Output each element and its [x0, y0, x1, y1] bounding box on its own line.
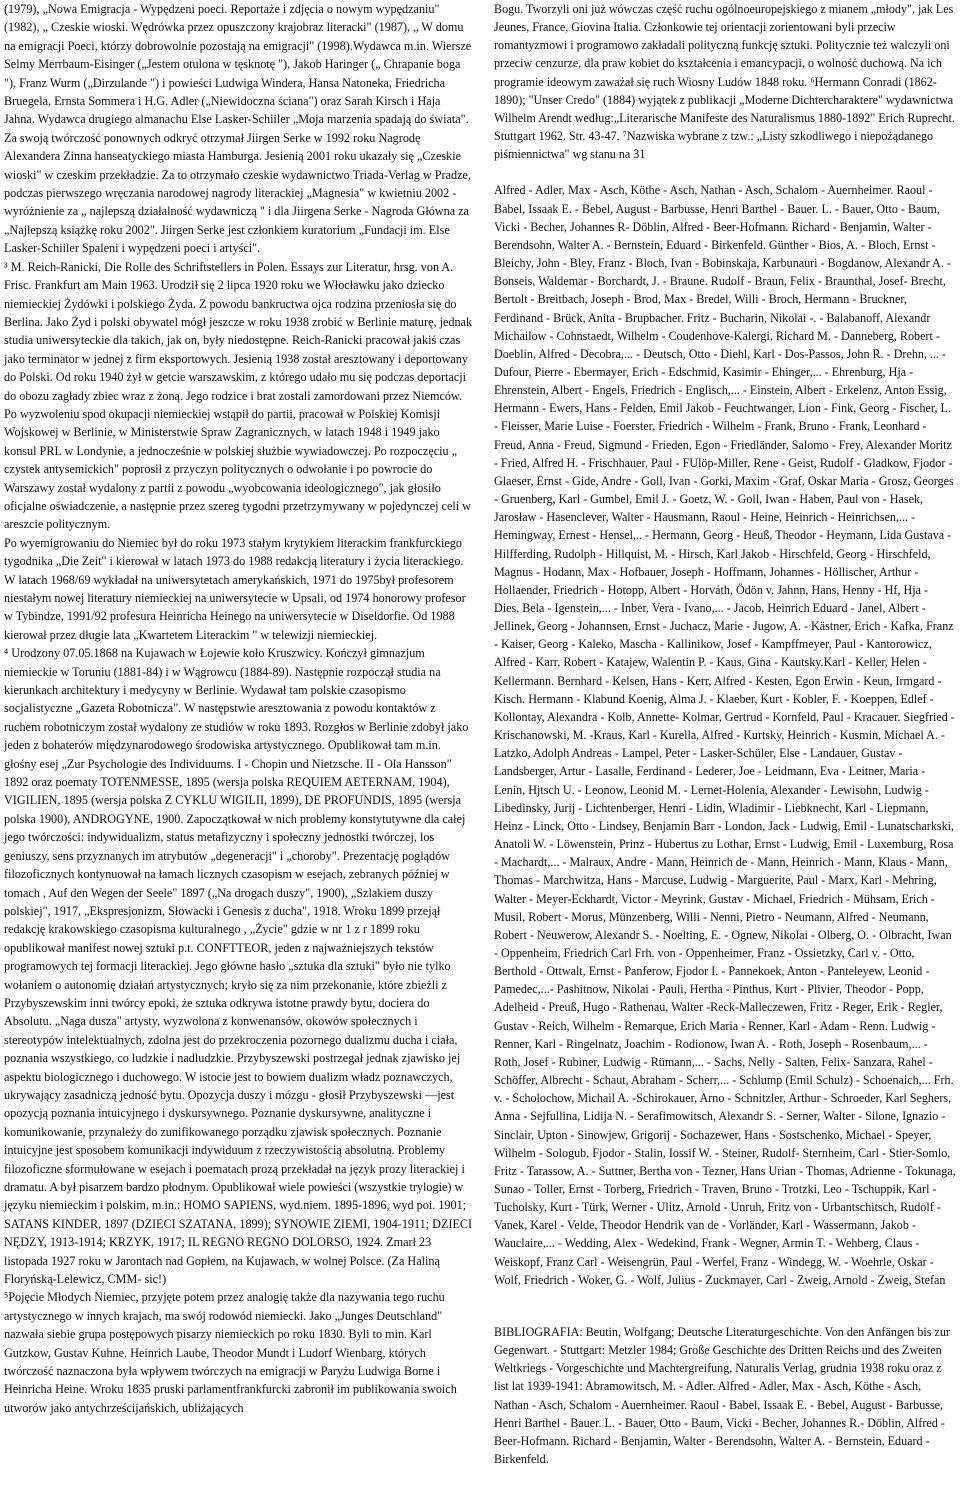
footnotes-6-7-paragraph: Bogu. Tworzyli oni już wówczas część ruchu ogólnoeuropejskiego z mianem „młody", jak Les Jeunes, France, Giovina Italia. Członkowie tej orientacji zorientowani byli przeciw romantyzmowi i programowo zakładali polityczną funkcję sztuki. Politycznie też walczyli oni przeciw cenzurze, dla praw kobiet do kształcenia i emancypacji, o wolność duchową. Na ich programie ideowym zaważał się ruch Wiosny Ludów 1848 roku. ⁶Hermann Conradi (1862-1890); "Unser Credo" (1884) wyjątek z publikacji „Moderne Dichtercharaktere" wydawnictwa Wilhelm Arendt według:„Literarische Manifeste des Naturalismus 1880-1892" Erich Ruprecht. Stuttgart 1962. Str. 43-47. ⁷Nazwiska wybrane z tzw.: „Listy szkodliwego i niepożądanego piśmiennictwa" wg stanu na 31: [494, 2, 955, 162]
footnote-3-paragraph: ³ M. Reich-Ranicki, Die Rolle des Schriftstellers in Polen. Essays zur Literatur, hrsg. von A. Frisc. Frankfurt am Main 1963. Urodził się 2 lipca 1920 roku we Włocławku jako dziecko niemieckiej Żydówki i polskiego Żyda. Z powodu bankructwa ojca rodzina przeniosła się do Berlina. Jako Żyd i polski obywatel mógł jeszcze w roku 1938 zrobić w Berlinie maturę, jednak studia uniwersyteckie dla takich, jak on, były niedostępne. Reich-Ranicki pracował jakiś czas jako terminator w jednej z firm eksportowych. Jesienią 1938 został aresztowany i deportowany do Polski. Od roku 1940 żył w getcie warszawskim, z którego udało mu się podczas deportacji do obozu zagłady zbiec wraz z żoną. Jego rodzice i brat zostali zamordowani przez Niemców. Po wyzwoleniu spod okupacji niemieckiej wstąpił do partii, pracował w Polskiej Komisji Wojskowej w Berlinie, w Ministerstwie Spraw Zagranicznych, w latach 1948 i 1949 jako konsul PRL w Londynie, a jednocześnie w polskiej służbie wywiadowczej. Po rozpoczęciu „ czystek antysemickich" poprosił z przyczyn politycznych o odwołanie i po powrocie do Warszawy został wydalony z partii z powodu „wyobcowania ideologicznego", jak głosiło oficjalne oświadczenie, a następnie przez szereg tygodni przetrzymywany w pojedynczej celi w areszcie politycznym.: [4, 259, 473, 532]
footnote-3-continuation: Po wyemigrowaniu do Niemiec był do roku 1973 stałym krytykiem literackim frankfurckiego tygodnika „Die Zeit" i kierował w latach 1973 do 1988 redakcją literatury i życia literackiego. W latach 1968/69 wykładał na uniwersytetach amerykańskich, 1971 do 1975był profesorem niestałym nowej literatury niemieckiej na uniwersytecie w Upsali, od 1974 honorowy profesor w Tybindze, 1991/92 profesura Heinricha Heinego na uniwersytecie w Diseldorfie. Od 1988 kierował przez długie lata „Kwartetem Literackim " w telewizji niemieckiej.: [4, 535, 466, 642]
left-column: [4, 0, 474, 1417]
footnote-4-paragraph: ⁴ Urodzony 07.05.1868 na Kujawach w Łojewie koło Kruszwicy. Kończył gimnazjum niemieckie w Toruniu (1881-84) i w Wągrowcu (1884-89). Następnie rozpoczął studia na kierunkach architektury i medycyny w Berlinie. Wydawał tam polskie czasopismo socjalistyczne „Gazeta Robotnicza". W następstwie aresztowania z powodu kontaktów z ruchem robotniczym został wydalony ze studiów w roku 1893. Rozgłos w Berlinie zdobył jako jeden z bohaterów międzynarodowego środowiska artystycznego. Opublikował tam m.in. głośny esej „Zur Psychologie des Individuums. I - Chopin und Nietzsche. II - Ola Hansson" 1892 oraz poematy TOTENMESSE, 1895 (wersja polska REQUIEM AETERNAM, 1904), VIGILIEN, 1895 (wersja polska Z CYKLU WIGILII, 1899), DE PROFUNDIS, 1895 (wersja polska 1900), ANDROGYNE, 1900. Zapoczątkował w nich problemy konstytutywne dla całej jego twórczości: indywidualizm, status metafizyczny i społeczny jednostki twórczej, los geniuszy, sens przyznanych im atrybutów „degeneracji" i „choroby". Prezentację poglądów filozoficznych kontynuował na łamach licznych czasopism w esejach, zebranych później w tomach , Auf den Wegen der Seele" 1897 („Na drogach duszy", 1900), „Szlakiem duszy polskiej", 1917, „Ekspresjonizm, Słowacki i Genesis z ducha", 1918. Wroku 1899 przejął redakcję krakowskiego czasopisma kulturalnego , „Życie" gdzie w nr 1 z r 1899 roku opublikował manifest nowej sztuki p.t. CONFTTEOR, jeden z najważniejszych tekstów programowych tej formacji literackiej. Jego główne hasło „sztuka dla sztuki" było nie tylko wołaniem o autonomię działań artystycznych; kryło się za nim przekonanie, które zbieżli z Przybyszewskim inni twórcy epoki, że sztuka odkrywa istotne prawdy bytu, dociera do Absolutu. „Naga dusza" artysty, wyzwolona z konwenansów, okowów społecznych i stereotypów intelektualnych, zdolna jest do przekroczenia pozornego dualizmu ducha i ciała, poznania wszystkiego, co ludzkie i nadludzkie. Przybyszewski postrzegał jednak zjawisko jej aspektu biologicznego i duchowego. W istocie jest to bowiem dualizm władz poznawczych, ukrywający zasadniczą jedność bytu. Opozycja duszy i mózgu - głosił Przybyszewski —jest opozycją poznania intuicyjnego i dyskursywnego. Poznanie dyskursywne, analityczne i komunikowanie, przynależy do zunifikowanego porządku zjawisk społecznych. Poznanie intuicyjne jest sposobem komunikacji indywiduum z rzeczywistością absolutną. Problemy filozoficzne sformułowane w esejach i poematach prozą przekładał na język prozy literackiej i dramatu. A był pisarzem bardzo płodnym. Opublikował wiele powieści (wszystkie trylogie) w języku niemieckim i polskim, m.in.: HOMO SAPIENS, wyd.niem. 1895-1896, wyd poi. 1901; SATANS KINDER, 1897 (DZIECI SZATANA, 1899); SYNOWIE ZIEMI, 1904-1911; DZIECI NĘDZY, 1913-1914; KRZYK, 1917; IL REGNO REGNO DOLORSO, 1924. Zmarł 23 listopada 1927 roku w Jarontach nad Gopłem, na Kujawach, w wolnej Polsce. (Za Haliną Floryńską-Lelewicz, CMM- sic!): [4, 646, 473, 1287]
footnote-5-paragraph: ⁵Pojęcie Młodych Niemiec, przyjęte potem przez analogię także dla nazywania tego ruchu artystycznego w innych krajach, ma swój rodowód niemiecki. Jako „Junges Deutschland" nazwała siebie grupa postępowych pisarzy niemieckich po roku 1830. Byli to min. Karl Gutzkow, Gustav Kuhne, Heinrich Laube, Theodor Mundt i Ludorf Wienbarg, których twórczość naznaczona była wpływem twórczych na emigracji w Paryżu Ludwiga Borne i Heinricha Heine. Wroku 1835 pruski parlamentfrankfurcki zabronił im publikowania swoich utworów jako antychrześcijańskich, ubliżających: [4, 1290, 457, 1415]
bibliography-paragraph: BIBLIOGRAFIA: Beutin, Wolfgang; Deutsche Literaturgeschichte. Von den Anfängen bis zur Gegenwart. - Stuttgart: Metzler 1984; Große Geschichte des Dritten Reichs und des Zweiten Weltkriegs - Vorgeschichte und Machtergreifung, Naturalis Verlag, grudnia 1938 roku oraz z list lat 1939-1941: Abramowitsch, M. - Adler. Alfred - Adler, Max - Asch, Köthe - Asch, Nathan - Asch, Schalom - Auernheimer. Raoul - Babel, Issaak E. - Bebel, August - Barbusse, Henri Barthel - Bauer. L. - Bauer, Otto - Baum, Vicki - Becher, Johannes R.- Döblin, Alfred - Beer-Hofmann. Richard - Benjamin, Walter - Berendsohn, Walter A. - Bernstein, Eduard - Birkenfeld.: [494, 1324, 950, 1467]
right-column: [494, 0, 956, 1468]
footnote-2-paragraph: (1979), „Nowa Emigracja - Wypędzeni poeci. Reportaże i zdjęcia o nowym wypędzaniu" (1982), „ Czeskie wioski. Wędrówka przez opuszczony krajobraz literacki" (1987), „ W domu na emigracji Poeci, którzy dobrowolnie pozostają na emigracji" (1998).Wydawca m.in. Wiersze Selmy Merrbaum-Eisinger („Jestem otulona w tęsknotę "), Jakob Haringer („ Chrapanie boga "), Franz Wurm („Dirzulande ") i powieści Ludwiga Windera, Hansa Natoneka, Friedricha Bruegela, Ernsta Sommera i H.G. Adler („Niewidoczna ściana") oraz Sarah Kirsch i Haja Jahna. Wydawca drugiego almanachu Else Lasker-Schiiler „Moja marzenia spadają do świata". Za swoją twórczość ponownych odkryć otrzymał Jiirgen Serke w 1992 roku Nagrodę Alexandera Zinna hanseatyckiego miasta Hamburga. Jesienią 2001 roku ukazały się „Czeskie wioski" w czeskim przekładzie. Za to otrzymało czeskie wydawnictwo Triada-Verlag w Pradze, podczas pierwszego wręczania narodowej nagrody literackiej „Magnesia" w kwietniu 2002 - wyróżnienie za „ najlepszą działalność wydawniczą " i dla Jiirgena Serke - Nagroda Główna za „Najlepszą książkę roku 2002". Jiirgen Serke jest członkiem kuratorium „Fundacji im. Else Lasker-Schiiler Spaleni i wypędzeni poeci i artyści".: [4, 2, 472, 256]
banned-authors-list: Alfred - Adler, Max - Asch, Köthe - Asch, Nathan - Asch, Schalom - Auernheimer. Raoul - Babel, Issaak E. - Bebel, August - Barbusse, Henri Barthel - Bauer. L. - Bauer, Otto - Baum, Vicki - Becher, Johannes R- Döblin, Alfred - Beer-Hofmann. Richard - Benjamin, Walter - Berendsohn, Walter A. - Bernstein, Eduard - Birkenfeld. Günther - Bios, A. - Bloch, Ernst - Bleichy, John - Bley, Franz - Bloch, Ivan - Bobinskaja, Karbunauri - Bogdanow, Alexandr A. - Bonseis, Waldemar - Borchardt, J. - Braune. Rudolf - Braun, Felix - Braunthal, Josef- Brecht, Bertolt - Breitbach, Joseph - Brod, Max - Bredel, Willi - Broch, Hermann - Bruckner, Ferdinand - Brück, Anita - Brupbacher. Fritz - Bucharin, Nikolai -. - Balabanoff, Alexandr Michailow - Cohnstaedt, Wilhelm - Coudenhove-Kalergi, Richard M. - Danneberg, Robert - Doeblin, Alfred - Decobra,... - Deutsch, Otto - Diehl, Karl - Dos-Passos, John R. - Drehn, ... - Dufour, Pierre - Ebermayer, Erich - Edschmid, Kasimir - Ehinger,... - Ehrenburg, Hja - Ehrenstein, Albert - Engels, Friedrich - Englisch,... - Einstein, Albert - Erkelenz, Anton Essig, Hermann - Ewers, Hans - Felden, Emil Jakob - Feuchtwanger, Lion - Fink, Georg - Fischer, L. - Fleisser, Marie Luise - Foerster, Friedrich - Wilhelm - Frank, Bruno - Frank, Leonhard - Freud, Anna - Freud, Sigmund - Frieden, Egon - Friedländer, Salomo - Frey, Alexander Moritz - Fried, Alfred H. - Frischhauer, Paul - FUlöp-Miller, Rene - Geist, Rudolf - Gladkow, Fjodor - Glaeser, Ernst - Gide, Andre - Goll, Ivan - Gorki, Maxim - Graf, Oskar Maria - Grosz, Georges - Gruenberg, Karl - Gumbel, Emil J. - Goetz, W. - Goll, Iwan - Haben, Paul von - Hasek, Jarosław - Hasenclever, Walter - Hausmann, Raoul - Heine, Heinrich - Heinrichsen,... - Hemingway, Ernest - Hensel,.. - Hermann, Georg - Heuß, Theodor - Heymann, Lida Gustava - Hilfferding, Rudolph - Hillquist, M. - Hirsch, Karl Jakob - Hirschfeld, Georg - Hirschfeld, Magnus - Hodann, Max - Hofbauer, Joseph - Hoffmann, Johannes - Höllischer, Arthur - Hollaender, Friedrich - Hotopp, Albert - Horváth, Ödön v. Jahnn, Hans, Henny - Hf, Hja - Dies, Bela - Igenstein,... - Inber, Vera - Ivano,... - Jacob, Heinrich Eduard - Janel, Albert - Jellinek, Georg - Johannsen, Ernst - Juchacz, Marie - Jugow, A. - Kästner, Erich - Kafka, Franz - Kaiser, Georg - Kaleko, Mascha - Kallinikow, Josef - Kampffmeyer, Paul - Kantorowicz, Alfred - Karr, Robert - Katajew, Walentin P. - Kaus, Gina - Kautsky.Karl - Keller, Helen - Kellermann. Bernhard - Kelsen, Hans - Kerr, Alfred - Kesten, Egon Erwin - Keun, Irmgard - Kisch. Hermann - Klabund Koenig, Alma J. - Klaeber, Kurt - Kobler, F. - Koeppen, Edlef - Kollontay, Alexandra - Kolb, Annette- Kolmar, Gertrud - Kornfeld, Paul - Kracauer. Siegfried - Krischanowski, M. -Kraus, Karl - Kurella, Alfred - Kurtsky, Heinrich - Kusmin, Michael A. - Latzko, Adolph Andreas - Lampel, Peter - Lasker-Schüler, Else - Landauer, Gustav - Landsberger, Artur - Lasalle, Ferdinand - Lederer, Joe - Leidmann, Eva - Leitner, Maria - Lenin, Hjtsch U. - Leonow, Leonid M. - Lernet-Holenia, Alexander - Lewisohn, Ludwig -Libedinsky, Jurij - Lichtenberger, Henri - Lidin, Wladimir - Liebknecht, Karl - Liepmann, Heinz - Linck, Otto - Lindsey, Benjamin Barr - London, Jack - Ludwig, Emil - Lunatscharkski, Anatoli W. - Löwenstein, Prinz - Hubertus zu Lothar, Ernst - Ludwig, Emil - Luxemburg, Rosa - Machardt,... - Malraux, Andre - Mann, Heinrich de - Mann, Heinrich - Mann, Klaus - Mann, Thomas - Marchwitza, Hans - Marcuse, Ludwig - Marguerite, Paul - Marx, Karl - Mehring, Walter - Meyer-Eckhardt, Victor - Meyrink, Gustav - Michael, Friedrich - Mühsam, Erich - Musil, Robert - Morus, Münzenberg, Willi - Nenni, Pietro - Neumann, Alfred - Neumann, Robert - Neuwerow, Alexandr S. - Noelting, E. - Ognew, Nikolai - Olberg, O. - Olbracht, Iwan - Oppenheim, Friedrich Carl Frh. von - Oppenheimer, Franz - Ossietzky, Carl v. - Otto, Berthold - Ottwalt, Ernst - Panferow, Fjodor I. - Pannekoek, Anton - Panteleyew, Leonid - Pamedec,...- Pashitnow, Nikolai - Pauli, Hertha - Pinthus, Kurt - Plivier, Theodor - Popp, Adelheid - Preuß, Hugo - Rathenau, Walter -Reck-Malleczewen, Fritz - Reger, Erik - Regler, Gustav - Reich, Wilhelm - Remarque, Erich Maria - Renner, Karl - Adam - Renn. Ludwig - Renner, Karl - Ringelnatz, Joachim - Rodionow, Iwan A. - Roth, Joseph - Rosenbaum,... - Roth, Josef - Rubiner, Ludwig - Rümann,... - Sachs, Nelly - Salten, Felix- Sanzara, Rahel - Schöffer, Albrecht - Schaut, Abraham - Scherr,... - Schlump (Emil Schulz) - Schoenaich,... Frh. v. - Scholochow, Michail A. -Schirokauer, Arno - Schnitzler, Arthur - Schroeder, Karl Seghers, Anna - Sejfullina, Lidija N. - Serafimowitsch, Alexandr S. - Serner, Walter - Silone, Ignazio - Sinclair, Upton - Sinowjew, Grigorij - Sochazewer, Hans - Sostschenko, Michael - Speyer, Wilhelm - Sologub, Fjodor - Stalin, Iossif W. - Steiner, Rudolf- Sternheim, Carl - Stier-Somlo, Fritz - Tarassow, A. - Suttner, Bertha von - Tezner, Hans Urian - Thomas, Adrienne - Tokunaga, Sunao - Toller, Ernst - Torberg, Friedrich - Traven, Bruno - Trotzki, Leo - Tschuppik, Karl - Tucholsky, Kurt - Türk, Werner - Ulitz, Arnold - Unruh, Fritz von - Urbantschitsch, Rudolf - Vanek, Karel - Velde, Theodor Hendrik van de - Vorländer, Karl - Wassermann, Jakob - Wauclaire,... - Wedding, Alex - Wedekind, Frank - Wegner, Armin T. - Wehberg, Claus - Weiskopf, Franz Carl - Weisengrün, Paul - Werfel, Franz - Windegg, W. - Woehrle, Oskar - Wolf, Friedrich - Woker, G. - Wolf, Julius - Zuckmayer, Carl - Zweig, Arnold - Zweig, Stefan: [494, 183, 956, 1287]
